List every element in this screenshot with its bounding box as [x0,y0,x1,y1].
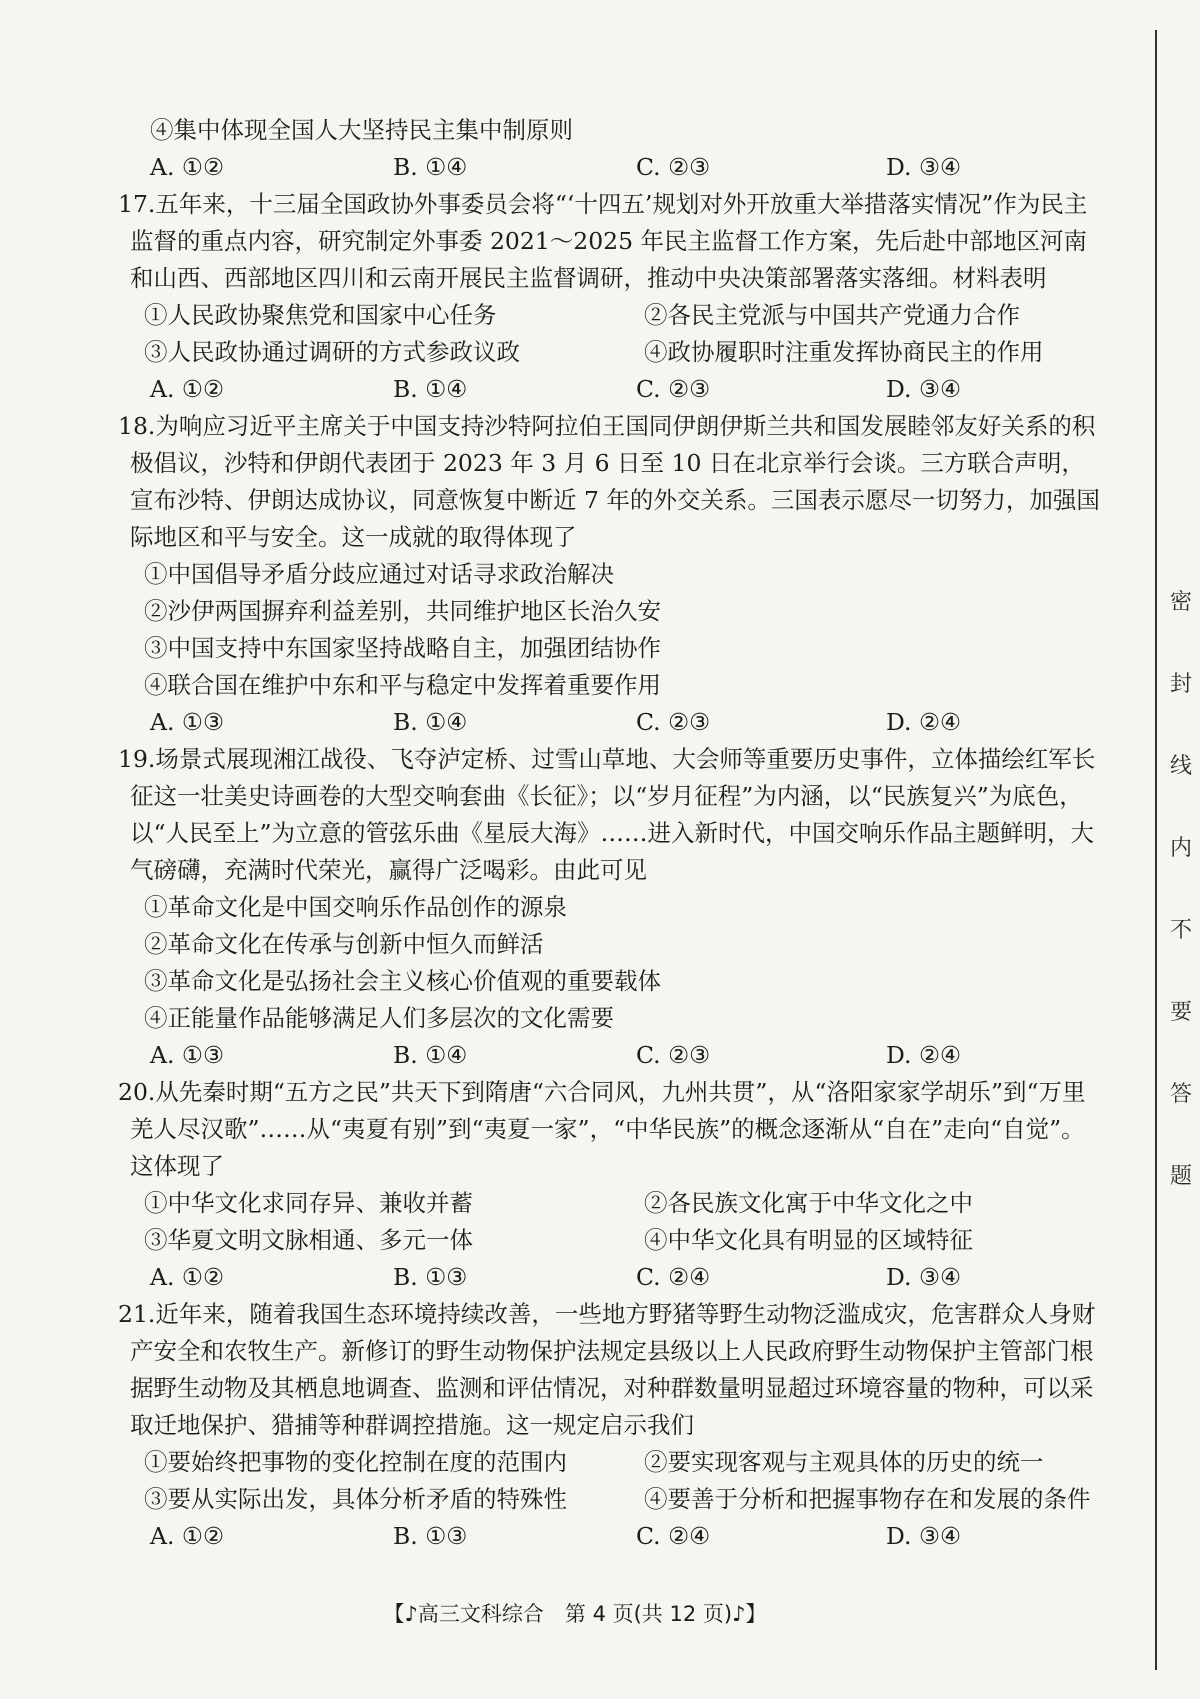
page-footer: 【♪高三文科综合 第 4 页(共 12 页)♪】 [383,1602,767,1626]
seal-char: 封 [1169,672,1192,697]
question-stem [118,1074,1103,1185]
option-statement: ①革命文化是中国交响乐作品创作的源泉 [144,893,567,921]
option-statement: ②各民主党派与中国共产党通力合作 [644,301,1020,329]
question-number: 19. [118,745,156,773]
option-statement: ②各民族文化寓于中华文化之中 [644,1189,973,1217]
option-grid [130,1185,1103,1259]
seal-char: 要 [1169,1000,1192,1025]
answer-choices [130,1037,1103,1074]
option-statement: ③革命文化是弘扬社会主义核心价值观的重要载体 [144,967,661,995]
seal-char: 内 [1169,836,1192,861]
answer-choices [130,371,1103,408]
option-statement: ③人民政协通过调研的方式参政议政 [144,338,520,366]
question-stem-text: 近年来，随着我国生态环境持续改善，一些地方野猪等野生动物泛滥成灾，危害群众人身财产安全和农牧生产。新修订的野生动物保护法规定县级以上人民政府野生动物保护主管部门根据野生动物及其栖息地调查、监测和评估情况，对种群数量明显超过环境容量的物种，可以采取迁地保护、猎捕等种群调控措施。这一规定启示我们 [130,1300,1096,1439]
option-statement: ③中国支持中东国家坚持战略自主，加强团结协作 [144,634,661,662]
answer-choice: A. ①③ [150,1041,225,1069]
answer-choice: D. ③④ [886,1522,962,1550]
seal-char: 密 [1169,590,1192,615]
answer-choice: A. ①② [150,1522,225,1550]
option-statement: ④联合国在维护中东和平与稳定中发挥着重要作用 [144,671,661,699]
question-20 [118,1074,1103,1296]
question-stem-text: 从先秦时期“五方之民”共天下到隋唐“六合同风，九州共贯”，从“洛阳家家学胡乐”到“万里羌人尽汉歌”……从“夷夏有别”到“夷夏一家”，“中华民族”的概念逐渐从“自在”走向“自觉”。这体现了 [130,1078,1086,1180]
option-statement: ①要始终把事物的变化控制在度的范围内 [144,1448,567,1476]
question-stem [118,186,1103,297]
answer-choice: B. ①③ [393,1522,468,1550]
answer-choices [130,1259,1103,1296]
option-grid [130,1444,1103,1518]
question-17 [118,186,1103,408]
question-stem [118,741,1103,889]
option-statement: ②沙伊两国摒弃利益差别，共同维护地区长治久安 [144,597,661,625]
answer-choice: B. ①④ [393,708,468,736]
answer-choice: A. ①② [150,375,225,403]
question-19 [118,741,1103,1074]
option-statement: ②要实现客观与主观具体的历史的统一 [644,1448,1044,1476]
option-statement: ④政协履职时注重发挥协商民主的作用 [644,338,1044,366]
answer-choices [130,1518,1103,1555]
option-statement: ②革命文化在传承与创新中恒久而鲜活 [144,930,544,958]
question-stem [118,1296,1103,1444]
answer-choices [130,704,1103,741]
option-statement: ①中华文化求同存异、兼收并蓄 [144,1189,473,1217]
answer-choice: A. ①② [150,1263,225,1291]
answer-choice: B. ①③ [393,1263,468,1291]
answer-choice: C. ②③ [636,708,711,736]
question-number: 21. [118,1300,156,1328]
option-grid [130,297,1103,371]
option-statement: ①中国倡导矛盾分歧应通过对话寻求政治解决 [144,560,614,588]
answer-choice: D. ③④ [886,153,962,181]
question-stem-text: 为响应习近平主席关于中国支持沙特阿拉伯王国同伊朗伊斯兰共和国发展睦邻友好关系的积极倡议，沙特和伊朗代表团于 2023 年 3 月 6 日至 10 日在北京举行会谈。三方联合声明，宣布沙特、伊朗达成协议，同意恢复中断近 7 年的外交关系。三国表示愿尽一切努力，加强国际地区和平与安全。这一成就的取得体现了 [130,412,1100,551]
question-stem-text: 场景式展现湘江战役、飞夺泸定桥、过雪山草地、大会师等重要历史事件，立体描绘红军长征这一壮美史诗画卷的大型交响套曲《长征》；以“岁月征程”为内涵，以“民族复兴”为底色，以“人民至上”为立意的管弦乐曲《星辰大海》……进入新时代，中国交响乐作品主题鲜明，大气磅礴，充满时代荣光，赢得广泛喝彩。由此可见 [130,745,1096,884]
binding-line [1155,30,1157,1670]
question-stem-text: 五年来，十三届全国政协外事委员会将“‘十四五’规划对外开放重大举措落实情况”作为民主监督的重点内容，研究制定外事委 2021～2025 年民主监督工作方案，先后赴中部地区河南和山西、西部地区四川和云南开展民主监督调研，推动中央决策部署落实落细。材料表明 [130,190,1088,292]
question-21 [118,1296,1103,1555]
question-list [118,186,1103,1555]
question-number: 20. [118,1078,156,1106]
answer-choice: D. ③④ [886,1263,962,1291]
seal-char: 线 [1169,754,1192,779]
answer-choice: C. ②④ [636,1522,711,1550]
seal-char: 不 [1169,918,1192,943]
question-number: 18. [118,412,156,440]
answer-choice: D. ②④ [886,708,962,736]
question-18 [118,408,1103,741]
option-statement: ④要善于分析和把握事物存在和发展的条件 [644,1485,1091,1513]
exam-page-content [118,112,1103,1555]
answer-choice: C. ②③ [636,1041,711,1069]
answer-choice: C. ②③ [636,153,711,181]
answer-choice: B. ①④ [393,1041,468,1069]
seal-char: 答 [1169,1082,1192,1107]
answer-choice: A. ①③ [150,708,225,736]
answer-choice: C. ②④ [636,1263,711,1291]
option-statement: ③华夏文明文脉相通、多元一体 [144,1226,473,1254]
option-statement: ③要从实际出发，具体分析矛盾的特殊性 [144,1485,567,1513]
answer-choice: B. ①④ [393,375,468,403]
answer-choice: C. ②③ [636,375,711,403]
answer-choice: A. ①② [150,153,225,181]
seal-line-notice [1168,585,1194,1241]
answer-choice: D. ②④ [886,1041,962,1069]
option-statement: ④中华文化具有明显的区域特征 [644,1226,973,1254]
answer-choices [130,149,1103,186]
seal-char: 题 [1169,1164,1192,1189]
answer-choice: B. ①④ [393,153,468,181]
question-number: 17. [118,190,156,218]
question-stem [118,408,1103,556]
option-statement: ④集中体现全国人大坚持民主集中制原则 [150,116,573,144]
option-statement: ①人民政协聚焦党和国家中心任务 [144,301,497,329]
question-16-tail [118,112,1103,186]
option-statement: ④正能量作品能够满足人们多层次的文化需要 [144,1004,614,1032]
answer-choice: D. ③④ [886,375,962,403]
